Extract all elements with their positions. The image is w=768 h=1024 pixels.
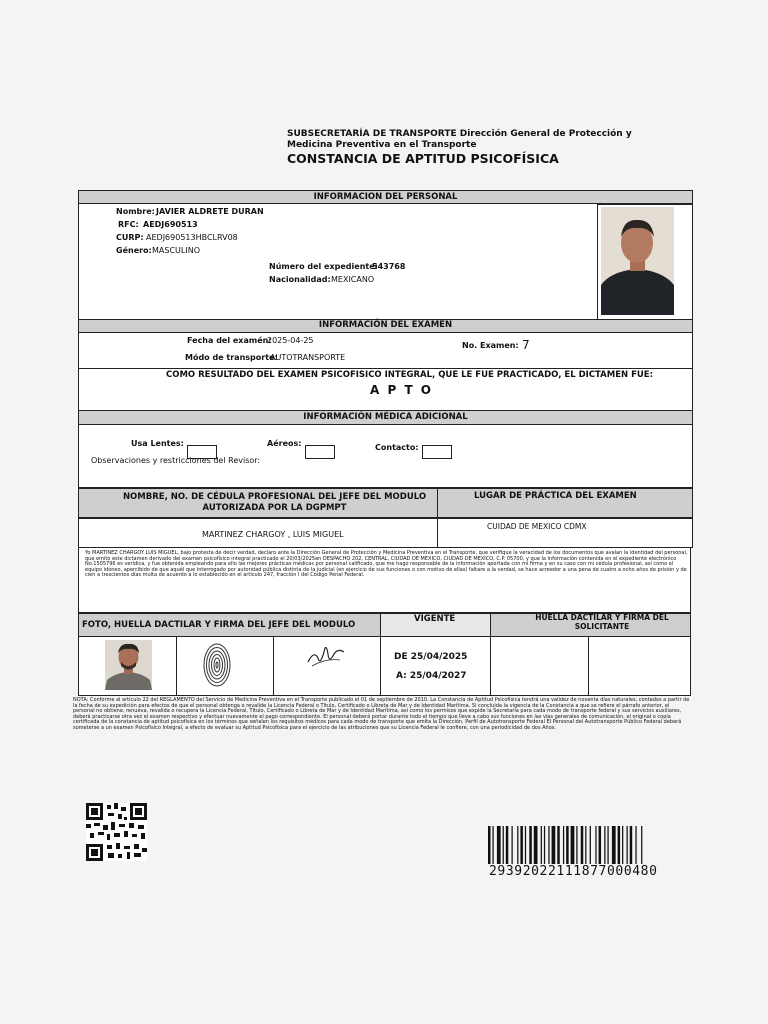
rfc-label: RFC: (118, 220, 139, 229)
solicitante-fingerprint-cell (490, 636, 589, 696)
nombre-label: Nombre: (116, 207, 155, 216)
nombre-value: JAVIER ALDRETE DURAN (156, 207, 264, 216)
vigencia-desde: DE 25/04/2025 (394, 652, 468, 662)
lugar-header: LUGAR DE PRÁCTICA DEL EXAMEN (474, 491, 637, 501)
exam-info-header: INFORMACIÓN DEL EXAMEN (78, 319, 693, 333)
vigente-header: VIGENTE (414, 614, 456, 624)
curp-label: CURP: (116, 233, 144, 242)
nota-text: NOTA: Conforme al artículo 22 del REGLAMENTO del Servicio de Medicina Preventiva en el Transporte publicado el 01 de septiembre de 2010. La Constancia de Aptitud Psicofísica tendrá una validez de noventa días naturales, contados a partir de la fecha de su expedición para efectos de que el personal obtenga o revalide la Licencia Federal o Título, Certificado o Libreta de Mar y de Identidad Marítima. Si concluida la vigencia de la Constancia a que se refiere el párrafo anterior, el personal no obtiene, renueva, revalida o recupera la Licencia Federal, Título, Certificado o Libreta de Mar y de Identidad Marítima, así como los permisos que expide la Secretaría para cada modo de transporte federal y sus servicios auxiliares, deberá practicarse otra vez el examen respectivo y efectuar nuevamente el pago correspondiente. El personal deberá portar durante todo el tiempo que lleve a cabo sus funciones en las vías generales de comunicación, el original o copia certificada de la constancia de aptitud psicofísica en los términos que señalen los requisitos médicos para cada modo de transporte que emita la Dirección. Perfil de Autotransporte Federal El Personal del Autotransporte Público Federal deberá someterse a un examen Psicofísico Integral, a efecto de evaluar su Aptitud Psicofísica para el ejercicio de las atribuciones que su Licencia Federal le confiere, con una periodicidad de dos Años. (73, 697, 690, 731)
personal-info-header: INFORMACION DEL PERSONAL (78, 190, 693, 204)
contacto-checkbox[interactable] (422, 445, 452, 459)
jefe-header: NOMBRE, NO. DE CÉDULA PROFESIONAL DEL JEFE DEL MODULO AUTORIZADA POR LA DGPMPT (122, 492, 427, 513)
observaciones-label: Observaciones y restricciones del Revisor: (91, 456, 261, 465)
foto-header: FOTO, HUELLA DACTILAR Y FIRMA DEL JEFE DEL MODULO (82, 620, 356, 630)
contacto-label: Contacto: (375, 443, 419, 452)
expediente-value: 543768 (372, 262, 406, 271)
lugar-value: CUIDAD DE MEXICO CDMX (487, 522, 587, 531)
nacionalidad-value: MEXICANO (331, 275, 375, 284)
barcode-icon (488, 826, 708, 866)
modo-label: Módo de transporte: (185, 353, 278, 362)
fecha-value: 2025-04-25 (267, 336, 314, 345)
no-examen-value: 7 (522, 338, 530, 352)
qr-code-icon (86, 803, 147, 861)
applicant-photo (601, 207, 674, 315)
curp-value: AEDJ690513HBCLRV08 (146, 233, 238, 242)
modo-value: AUTOTRANSPORTE (270, 353, 346, 362)
vigencia-cell (380, 636, 491, 696)
jefe-name: MARTINEZ CHARGOY , LUIS MIGUEL (202, 530, 344, 539)
resultado-text: COMO RESULTADO DEL EXAMEN PSICOFISICO INTEGRAL, QUE LE FUE PRACTICADO, EL DICTAMEN FUE: (166, 370, 654, 380)
medical-info-header: INFORMACIÓN MÉDICA ADICIONAL (78, 410, 693, 425)
aereos-label: Aéreos: (267, 439, 302, 448)
jefe-photo (105, 640, 152, 690)
lentes-label: Usa Lentes: (131, 439, 184, 448)
dictamen-value: A P T O (370, 383, 434, 397)
aereos-checkbox[interactable] (305, 445, 335, 459)
fecha-label: Fecha del examén: (187, 336, 272, 345)
solicitante-header: HUELLA DACTILAR Y FIRMA DEL SOLICITANTE (535, 613, 669, 631)
agency-header: SUBSECRETARÍA DE TRANSPORTE Dirección General de Protección y Medicina Preventiva en el Transporte (287, 129, 632, 150)
no-examen-label: No. Examen: (462, 341, 519, 350)
expediente-label: Número del expediente: (269, 262, 378, 271)
nacionalidad-label: Nacionalidad: (269, 275, 331, 284)
barcode-number: 29392022111877000480 (489, 864, 658, 879)
signature-icon (306, 640, 346, 670)
genero-value: MASCULINO (152, 246, 200, 255)
fingerprint-icon (202, 642, 232, 688)
rfc-value: AEDJ690513 (143, 220, 198, 229)
document-title: CONSTANCIA DE APTITUD PSICOFÍSICA (287, 151, 559, 166)
solicitante-signature-cell (588, 636, 691, 696)
vigencia-hasta: A: 25/04/2027 (396, 671, 467, 681)
declaracion-text: Yo MARTINEZ CHARGOY LUIS MIGUEL, bajo protesta de decir verdad, declaro ante la Dirección General de Protección y Medicina Preventiva en el Transporte, que verifique la veracidad de los documentos que avalan la identidad del personal, que emito este dictamen derivado del examen psicofísico integral practicado el 20/03/2025en DESPACHO 202, CENTRAL, CIUDAD DE MEXICO, CIUDAD DE MEXICO, C.P. 05700, y que la información contenida en el expediente electrónico No.1505796 es verídica, y fue obtenida empleando para ello las mejores prácticas médicas por personal calificado, que me hago responsable de la información aportada con mi firma y en su caso con mi cédula profesional, así como el equipo idóneo, apercibido de que aquél que interrogado por autoridad pública distinta de la judicial (en ejercicio de sus funciones o con motivo de ellas) faltare a la verdad, se hace acreedor a una pena de cuatro a ocho años de prisión y de cien a trescientos días multa de acuerdo a lo establecido en el artículo 247, fracción I del Código Penal Federal. (85, 550, 688, 579)
genero-label: Género: (116, 246, 152, 255)
